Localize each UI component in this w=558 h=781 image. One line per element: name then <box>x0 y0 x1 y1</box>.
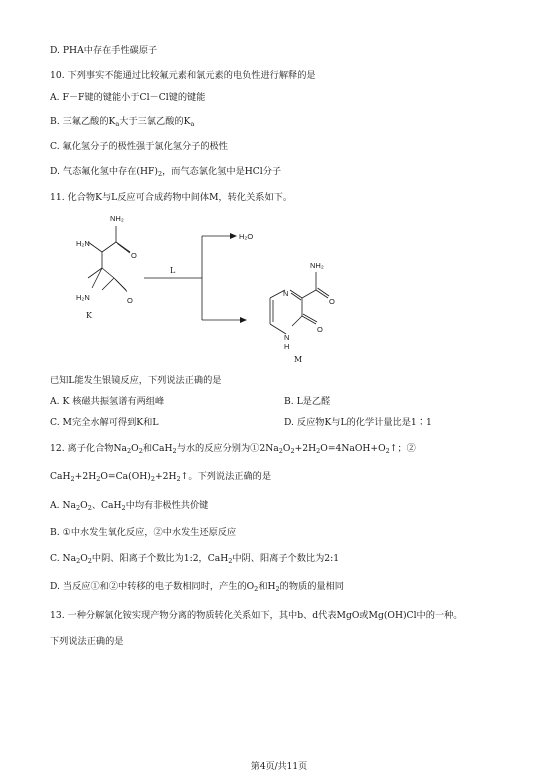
q11-condition: 已知L能发生银镜反应，下列说法正确的是 <box>50 375 222 386</box>
q11-option-b: B. L是乙醛 <box>284 396 331 407</box>
m-h: H <box>284 342 290 351</box>
arrow-label-l: L <box>170 266 176 275</box>
option-d-pha: D. PHA中存在手性碳原子 <box>50 45 158 56</box>
k-nh2-top: NH₂ <box>110 214 124 223</box>
question-13-stem: 13. 一种分解氯化铵实现产物分离的物质转化关系如下，其中b、d代表MgO或Mg(OH)Cl中的一种。 <box>50 610 463 621</box>
question-11-stem: 11. 化合物K与L反应可合成药物中间体M，转化关系如下。 <box>50 192 293 203</box>
question-12-stem: 12. 离子化合物$Na_2O_2$和CaH$_2$与水的反应分别为$①2Na_2O_2+2H_2O=4NaOH+O_2↑$；② <box>50 443 416 455</box>
q11-option-a: A. K 核磁共振氢谱有两组峰 <box>50 396 165 407</box>
reaction-arrows <box>144 236 242 320</box>
m-n-top: N <box>283 289 289 298</box>
k-h2n-bottom: H₂N <box>76 293 90 302</box>
page-footer: 第4页/共11页 <box>250 762 308 772</box>
k-o-top: O <box>131 251 137 260</box>
m-o-amide: O <box>329 297 335 306</box>
k-h2n-left: H₂N <box>76 239 90 248</box>
reaction-scheme <box>40 206 340 374</box>
q10-option-b: B. 三氟乙酸的$K_a$大于三氯乙酸的$K_a$ <box>50 116 195 128</box>
compound-k-bonds <box>88 226 130 292</box>
compound-k-labels <box>76 214 137 320</box>
q10-option-d: D. 气态氟化氢中存在$(HF)_2$，而气态氯化氢中是HCl分子 <box>50 166 282 178</box>
m-label: M <box>294 355 303 364</box>
q12-option-c: C. $Na_2O_2$中阴、阳离子个数比为1:2，CaH$_2$中阴、阳离子个数比为2:1 <box>50 553 340 565</box>
q10-option-c: C. 氟化氢分子的极性强于氯化氢分子的极性 <box>50 141 228 152</box>
product-h2o: H₂O <box>239 232 254 241</box>
q10-option-a: A. F－F键的键能小于Cl－Cl键的键能 <box>50 92 206 103</box>
m-nh2: NH₂ <box>310 261 324 270</box>
k-o-bottom: O <box>127 296 133 305</box>
question-10-stem: 10. 下列事实不能通过比较氟元素和氯元素的电负性进行解释的是 <box>50 70 316 81</box>
k-label: K <box>86 311 92 320</box>
m-o-ring: O <box>317 325 323 334</box>
q12-option-a: A. $Na_2O_2$、CaH$_2$中均有非极性共价键 <box>50 500 209 512</box>
compound-m-labels <box>283 261 335 364</box>
question-13-stem-2: 下列说法正确的是 <box>50 636 124 647</box>
q12-option-d: D. 当反应①和②中转移的电子数相同时，产生的$O_2$和$H_2$的物质的量相同 <box>50 581 344 593</box>
q12-option-b: B. ①中水发生氧化反应，②中水发生还原反应 <box>50 527 237 538</box>
arrow-heads <box>230 233 247 323</box>
q11-option-c: C. M完全水解可得到K和L <box>50 417 159 428</box>
question-12-equation-2: $CaH_2+2H_2O=Ca(OH)_2+2H_2↑$。下列说法正确的是 <box>50 471 272 483</box>
m-nh: N <box>284 333 290 342</box>
q11-option-d: D. 反应物K与L的化学计量比是1∶1 <box>284 417 432 428</box>
